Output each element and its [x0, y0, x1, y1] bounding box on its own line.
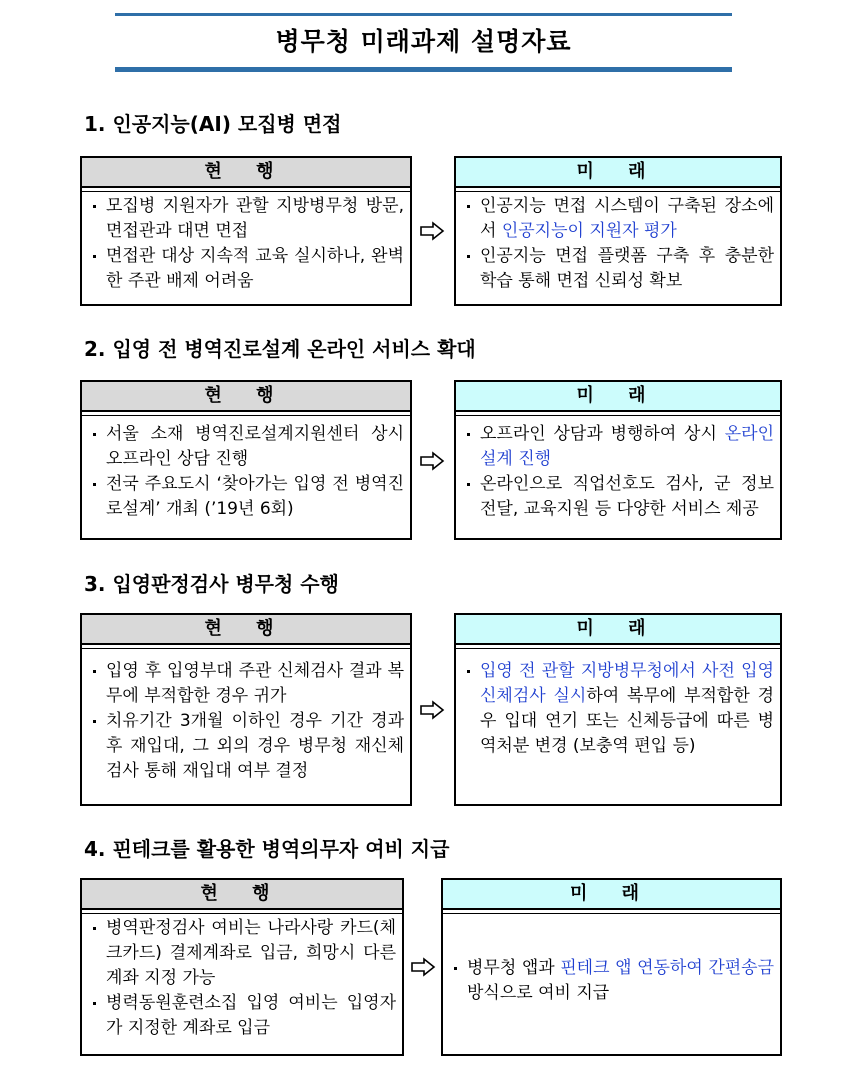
list-item: 온라인으로 직업선호도 검사, 군 정보 전달, 교육지원 등 다양한 서비스 제공 [466, 472, 774, 522]
section-1-current-box [80, 156, 412, 306]
section-1-future-list [466, 194, 774, 294]
current-header: 현 행 [82, 880, 402, 910]
section-4-future-box [441, 878, 782, 1056]
future-header: 미 래 [456, 615, 780, 645]
section-3-future-box [454, 613, 782, 806]
arrow-right-icon [419, 451, 445, 471]
list-item: 인공지능 면접 시스템이 구축된 장소에서 인공지능이 지원자 평가 [466, 194, 774, 244]
list-item: 입영 후 입영부대 주관 신체검사 결과 복무에 부적합한 경우 귀가 [92, 659, 404, 709]
section-1-heading: 1. 인공지능(AI) 모집병 면접 [84, 112, 342, 136]
section-2-current-box [80, 380, 412, 540]
list-item: 전국 주요도시 ‘찾아가는 입영 전 병역진로설계’ 개최 (’19년 6회) [92, 472, 404, 522]
section-3-current-list [92, 659, 404, 784]
section-2-current-list [92, 422, 404, 522]
section-2-future-list [466, 422, 774, 522]
arrow-right-icon [419, 221, 445, 241]
list-item: 병력동원훈련소집 입영 여비는 입영자가 지정한 계좌로 입금 [92, 991, 396, 1041]
current-header: 현 행 [82, 382, 410, 412]
title-top-rule [115, 13, 732, 16]
list-item: 서울 소재 병역진로설계지원센터 상시 오프라인 상담 진행 [92, 422, 404, 472]
section-4-heading: 4. 핀테크를 활용한 병역의무자 여비 지급 [84, 837, 450, 861]
section-3-future-list [466, 659, 774, 759]
section-4-future-list [453, 956, 774, 1006]
future-header: 미 래 [443, 880, 780, 910]
list-item: 면접관 대상 지속적 교육 실시하나, 완벽한 주관 배제 어려움 [92, 244, 404, 294]
section-2-future-box [454, 380, 782, 540]
list-item: 인공지능 면접 플랫폼 구축 후 충분한 학습 통해 면접 신뢰성 확보 [466, 244, 774, 294]
section-1-current-list [92, 194, 404, 294]
current-header: 현 행 [82, 615, 410, 645]
list-item: 오프라인 상담과 병행하여 상시 온라인 설계 진행 [466, 422, 774, 472]
title-bottom-rule [115, 67, 732, 72]
future-header: 미 래 [456, 382, 780, 412]
page-title: 병무청 미래과제 설명자료 [275, 27, 572, 56]
future-header: 미 래 [456, 158, 780, 188]
section-1-future-box [454, 156, 782, 306]
current-header: 현 행 [82, 158, 410, 188]
section-4-current-box [80, 878, 404, 1056]
list-item: 치유기간 3개월 이하인 경우 기간 경과 후 재입대, 그 외의 경우 병무청 재신체검사 통해 재입대 여부 결정 [92, 709, 404, 784]
section-3-current-box [80, 613, 412, 806]
list-item: 병역판정검사 여비는 나라사랑 카드(체크카드) 결제계좌로 입금, 희망시 다른 계좌 지정 가능 [92, 916, 396, 991]
list-item: 모집병 지원자가 관할 지방병무청 방문, 면접관과 대면 면접 [92, 194, 404, 244]
section-2-heading: 2. 입영 전 병역진로설계 온라인 서비스 확대 [84, 337, 476, 361]
section-4-current-list [92, 916, 396, 1041]
arrow-right-icon [410, 957, 436, 977]
arrow-right-icon [419, 700, 445, 720]
section-3-heading: 3. 입영판정검사 병무청 수행 [84, 572, 339, 596]
list-item: 병무청 앱과 핀테크 앱 연동하여 간편송금 방식으로 여비 지급 [453, 956, 774, 1006]
list-item: 입영 전 관할 지방병무청에서 사전 입영신체검사 실시하여 복무에 부적합한 경우 입대 연기 또는 신체등급에 따른 병역처분 변경 (보충역 편입 등) [466, 659, 774, 759]
